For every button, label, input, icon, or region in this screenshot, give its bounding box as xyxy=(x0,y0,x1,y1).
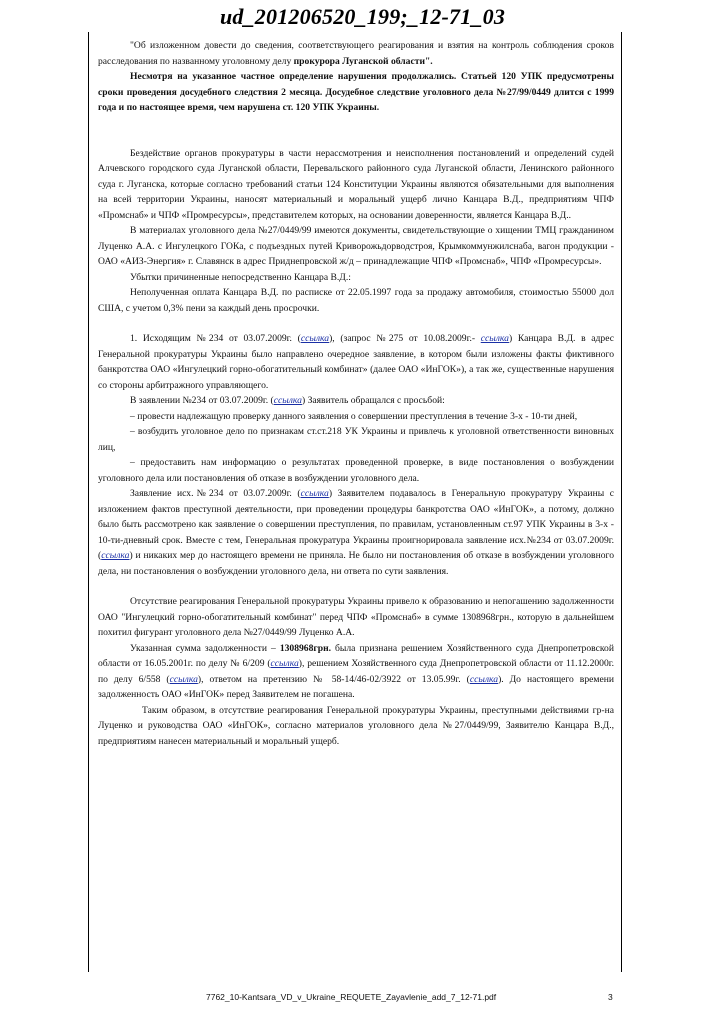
paragraph-debt-origin: Отсутствие реагирования Генеральной прокуратуры Украины привело к образованию и непогашению задолженности ОАО "Ингулецкий горно-обогатительный комбинат" перед ЧПФ «Промснаб» в сумме 1308968грн., которую в дальнейшем похитил фигурант уголовного дела №27/0449/99 Луценко А.А. xyxy=(98,596,614,638)
paragraph-quote: "Об изложенном довести до сведения, соответствующего реагирования и взятия на контроль соблюдения сроков расследования по названному уголовному делу прокурора Луганской области". xyxy=(98,40,614,67)
reference-link[interactable]: ссылка xyxy=(273,395,302,406)
paragraph-request: В заявлении №234 от 03.07.2009г. (ссылка) Заявитель обращался с просьбой: xyxy=(130,395,445,406)
paragraph-statement-234: Заявление исх.№234 от 03.07.2009г. (ссылка) Заявителем подавалось в Генеральную прокуратуру Украины с изложением фактов преступной деятельности, при проведении процедуры банкротства ОАО «ИнГОК», а потому, должно было быть рассмотрено как заявление о совершении преступления, по правилам, установленным ст.97 УПК Украины в 3-х - 10-ти-дневный срок. Вместе с тем, Генеральная прокуратура Украины проигнорировала заявление исх.№234 от 03.07.2009г. (ссылка) и никаких мер до настоящего времени не приняла. Не было ни постановления об отказе в возбуждении уголовного дела, ни постановления о возбуждении уголовного дела, ни ответа по сути заявления. xyxy=(98,488,614,577)
document-body xyxy=(98,38,614,749)
page-number: 3 xyxy=(608,992,613,1002)
document-header-title: ud_201206520_199;_12-71_03 xyxy=(219,4,506,29)
footer-filename: 7762_10-Kantsara_VD_v_Ukraine_REQUETE_Zayavlenie_add_7_12-71.pdf xyxy=(206,992,497,1002)
reference-link[interactable]: ссылка xyxy=(480,333,509,344)
reference-link[interactable]: ссылка xyxy=(300,488,329,499)
paragraph-materials: В материалах уголовного дела №27/0449/99 имеются документы, свидетельствующие о хищении ТМЦ гражданином Луценко А.А. с Ингулецкого ГОКа, с подъездных путей Криворожьдорводстроя, Крымкоммунжилснаба, вагон продукции - ОАО «АИЗ-Энергия» г. Славянск в адрес Приднепровской ж/д – принадлежащие ЧПФ «Промснаб», ЧПФ «Промресурсы». xyxy=(98,225,614,267)
paragraph-inaction: Бездействие органов прокуратуры в части нерассмотрения и неисполнения постановлений и определений судей Алчевского городского суда Луганской области, Перевальского районного суда Луганской области, Ленинского районного суда г. Луганска, которые согласно требований статьи 124 Конституции Украины являются обязательными для выполнения на всей территории Украины, наносят материальный и моральный ущерб лично Канцара В.Д., предприятиям ЧПФ «Промснаб» и ЧПФ «Промресурсы», представителем которых, на основании доверенности, является Канцара В.Д.. xyxy=(98,147,614,221)
reference-link[interactable]: ссылка xyxy=(101,550,130,561)
reference-link[interactable]: ссылка xyxy=(469,673,499,685)
list-item: – возбудить уголовное дело по признакам ст.ст.218 УК Украины и привлечь к уголовной ответственности виновных лиц, xyxy=(98,426,614,453)
list-item: – предоставить нам информацию о результатах проведенной проверке, в виде постановления о возбуждении уголовного дела или постановления об отказе в возбуждении уголовного дела. xyxy=(98,457,614,484)
list-item: – провести надлежащую проверку данного заявления о совершении преступления в течение 3-х - 10-ти дней, xyxy=(130,410,578,422)
reference-link[interactable]: ссылка xyxy=(270,658,299,669)
paragraph-conclusion: Таким образом, в отсутствие реагирования Генеральной прокуратуры Украины, преступными действиями гр-на Луценко и руководства ОАО «ИнГОК», согласно материалов уголовного дела №27/0449/99, Заявителю Канцара В.Д., предприятиям нанесен материальный и моральный ущерб. xyxy=(98,704,614,747)
paragraph-losses-heading: Убытки причиненные непосредственно Канцара В.Д.: xyxy=(130,271,351,283)
paragraph-debt-confirmed: Указанная сумма задолженности – 1308968грн. была признана решением Хозяйственного суда Днепропетровской области от 16.05.2001г. по делу № 6/209 (ссылка), решением Хозяйственного суда Днепропетровской области от 11.12.2000г. по делу 6/558 (ссылка), ответом на претензию № 58-14/46-02/3922 от 13.05.99г. (ссылка). До настоящего времени задолженность ОАО «ИнГОК» перед Заявителем не погашена. xyxy=(98,642,615,700)
reference-link[interactable]: ссылка xyxy=(169,673,198,685)
reference-link[interactable]: ссылка xyxy=(300,333,330,344)
paragraph-unpaid: Неполученная оплата Канцара В.Д. по расписке от 22.05.1997 года за продажу автомобиля, стоимостью 55000 дол США, с учетом 0,3% пени за каждый день просрочки. xyxy=(98,287,614,314)
paragraph-outgoing-234: 1. Исходящим №234 от 03.07.2009г. (ссылка), (запрос №275 от 10.08.2009г.- ссылка) Канцара В.Д. в адрес Генеральной прокуратуры Украины было направлено очередное заявление, в котором были изложены факты фиктивного банкротства ОАО «Ингулецкий горно-обогатительный комбинат» (далее ОАО «ИнГОК»), а так же, существенные нарушения со стороны арбитражного управляющего. xyxy=(98,333,614,391)
paragraph-violations: Несмотря на указанное частное определение нарушения продолжались. Статьей 120 УПК предусмотрены сроки проведения досудебного следствия 2 месяца. Досудебное следствие уголовного дела №27/99/0449 длится с 1999 года и по настоящее время, чем нарушена ст. 120 УПК Украины. xyxy=(98,71,614,113)
